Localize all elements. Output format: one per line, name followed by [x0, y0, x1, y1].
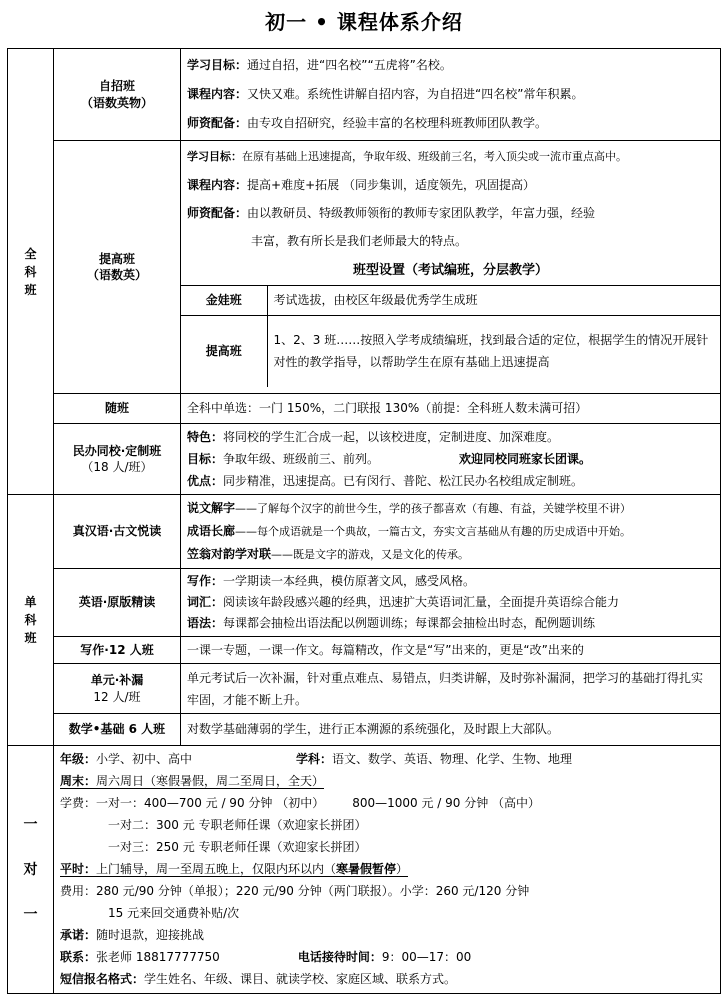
- cost-subsidy: 15 元来回交通费补贴/次: [108, 906, 240, 920]
- row-yidui: [8, 746, 721, 994]
- contact-label: 联系：: [60, 950, 97, 964]
- course-table: [7, 48, 721, 994]
- weekday-text: 上门辅导，周一至周五晚上，仅限内环以内（: [96, 862, 337, 876]
- class-desc-zizhao: [181, 49, 721, 141]
- group-char: 全: [24, 246, 37, 261]
- class-name-xiezuo: 写作·12 人班: [54, 637, 181, 664]
- class-name: 单元·补漏: [90, 673, 144, 688]
- teacher-label: 师资配备：: [187, 116, 248, 130]
- class-subjects: （语数英）: [86, 268, 147, 282]
- fee-1v1-high: 800—1000 元 / 90 分钟 （高中）: [352, 796, 541, 810]
- adv-label: 优点：: [187, 474, 224, 488]
- class-name: 自招班: [98, 79, 135, 94]
- contact-text: 张老师 18817777750: [96, 950, 220, 964]
- yingyu-l1-label: 写作：: [187, 574, 224, 588]
- class-size: 12 人/班: [93, 689, 141, 704]
- cost-text: 280 元/90 分钟（单报）；220 元/90 分钟（两门联报）。小学：260 元/120 分钟: [96, 884, 530, 898]
- grade-text: 小学、初中、高中: [96, 752, 193, 766]
- weekday-bold: 寒暑假暂停: [336, 862, 397, 876]
- goal-label: 学习目标：: [187, 58, 248, 72]
- weekday-end: ）: [396, 862, 409, 876]
- teacher-text-2: 丰富，教有所长是我们老师最大的特点。: [251, 234, 468, 248]
- promise-label: 承诺：: [60, 928, 97, 942]
- content-label: 课程内容：: [187, 178, 248, 192]
- goal-label: 学习目标：: [187, 150, 242, 163]
- class-name-shuxue: 数学•基础 6 人班: [54, 714, 181, 746]
- class-name: 提高班: [98, 251, 135, 266]
- subject-label: 学科：: [296, 752, 333, 766]
- class-subjects: （语数英物）: [80, 95, 153, 110]
- yingyu-l3-text: 每课都会抽检出语法配以例题训练；每课都会抽检出时态，配例题训练: [223, 616, 596, 630]
- hanyu-l2-label: 成语长廊: [187, 524, 236, 538]
- weekend-label: 周末：: [60, 774, 97, 788]
- class-name-yingyu: 英语·原版精读: [54, 569, 181, 637]
- jinwa-desc: 考试选拔，由校区年级最优秀学生成班: [267, 285, 720, 315]
- goal-text: 通过自招，进“四名校”“五虎将”名校。: [247, 58, 452, 72]
- class-desc-danyuan: 单元考试后一次补漏，针对重点难点、易错点，归类讲解，及时弥补漏洞，把学习的基础打得扎实牢固，才能不断上升。: [181, 664, 721, 714]
- class-setup-table: [181, 257, 720, 387]
- feature-text: 将同校的学生汇合成一起，以该校进度，定制进度、加深难度。: [223, 430, 560, 444]
- row-tigao: [8, 141, 721, 394]
- adv-text: 同步精准，迅速提高。已有闵行、普陀、松江民办名校组成定制班。: [223, 474, 584, 488]
- group-char: 班: [24, 631, 37, 645]
- teacher-label: 师资配备：: [187, 206, 248, 220]
- feature-label: 特色：: [187, 430, 224, 444]
- group-char: 一: [23, 906, 38, 923]
- fee-1v2: 一对二：300 元 专职老师任课（欢迎家长拼团）: [108, 818, 367, 832]
- fee-label: 学费：: [60, 796, 97, 810]
- row-minban: [8, 424, 721, 495]
- class-name-zizhao: [54, 49, 181, 141]
- class-name-tigao: [54, 141, 181, 394]
- page-title: 初一 • 课程体系介绍: [265, 10, 463, 34]
- fee-1v3: 一对三：250 元 专职老师任课（欢迎家长拼团）: [108, 840, 367, 854]
- class-desc-yingyu: [181, 569, 721, 637]
- goal-highlight: 欢迎同校同班家长团课。: [459, 452, 592, 466]
- class-desc-minban: [181, 424, 721, 495]
- sms-label: 短信报名格式：: [60, 972, 145, 986]
- weekday-label: 平时：: [60, 862, 97, 876]
- class-name-suiban: 随班: [54, 394, 181, 424]
- row-suiban: [8, 394, 721, 424]
- sms-text: 学生姓名、年级、课目、就读学校、家庭区域、联系方式。: [144, 972, 457, 986]
- content-label: 课程内容：: [187, 87, 248, 101]
- class-desc-tigao: [181, 141, 721, 394]
- group-char: 一: [23, 816, 38, 833]
- group-char: 班: [24, 282, 37, 297]
- content-text: 提高+难度+拓展 （同步集训，适度领先，巩固提高）: [247, 178, 535, 192]
- yidui-details: [54, 746, 721, 994]
- cost-label: 费用：: [60, 884, 97, 898]
- yingyu-l3-label: 语法：: [187, 616, 224, 630]
- teacher-text: 由专攻自招研究，经验丰富的名校理科班教师团队教学。: [247, 116, 548, 130]
- row-danyuan: [8, 664, 721, 714]
- row-zizhao: [8, 49, 721, 141]
- class-desc-xiezuo: 一课一专题，一课一作文。每篇精改，作文是“写”出来的，更是“改”出来的: [181, 637, 721, 664]
- tigao-sub-label: 提高班: [181, 315, 267, 387]
- phone-label: 电话接待时间：: [297, 950, 382, 964]
- hanyu-l3-text: ——既是文字的游戏，又是文化的传承。: [271, 548, 470, 561]
- fee-1v1: 一对一：400—700 元 / 90 分钟 （初中）: [96, 796, 325, 810]
- hanyu-l3-label: 笠翁对韵学对联: [187, 547, 272, 561]
- group-danke: [8, 495, 54, 746]
- promise-text: 随时退款，迎接挑战: [96, 928, 205, 942]
- jinwa-label: 金娃班: [181, 285, 267, 315]
- class-name-minban: [54, 424, 181, 495]
- row-hanyu: [8, 495, 721, 569]
- hanyu-l1-text: ——了解每个汉字的前世今生，学的孩子都喜欢（有趣、有益，关键学校里不讲）: [235, 502, 632, 515]
- yingyu-l2-text: 阅读该年龄段感兴趣的经典，迅速扩大英语词汇量，全面提升英语综合能力: [223, 595, 620, 609]
- hanyu-l1-label: 说文解字: [187, 501, 236, 515]
- class-desc-hanyu: [181, 495, 721, 569]
- row-shuxue: [8, 714, 721, 746]
- goal-text: 在原有基础上迅速提高，争取年级、班级前三名，考入顶尖或一流市重点高中。: [242, 150, 627, 163]
- group-char: 对: [23, 861, 38, 878]
- goal-label: 目标：: [187, 452, 224, 466]
- subject-text: 语文、数学、英语、物理、化学、生物、地理: [332, 752, 573, 766]
- group-char: 科: [24, 264, 37, 279]
- yingyu-l1-text: 一学期读一本经典，模仿原著文风，感受风格。: [223, 574, 476, 588]
- group-quanke: [8, 49, 54, 495]
- class-desc-shuxue: 对数学基础薄弱的学生，进行正本溯源的系统强化，及时跟上大部队。: [181, 714, 721, 746]
- class-name: 民办同校·定制班: [72, 443, 162, 458]
- yingyu-l2-label: 词汇：: [187, 595, 224, 609]
- class-size: （18 人/班）: [81, 460, 153, 474]
- group-char: 单: [24, 595, 37, 609]
- tigao-sub-desc: 1、2、3 班……按照入学考成绩编班，找到最合适的定位，根据学生的情况开展针对性的教学指导，以帮助学生在原有基础上迅速提高: [267, 315, 720, 387]
- setup-title: 班型设置（考试编班，分层教学）: [181, 257, 720, 285]
- teacher-text: 由以教研员、特级教师领衔的教师专家团队教学，年富力强，经验: [247, 206, 596, 220]
- phone-text: 9：00—17：00: [381, 950, 472, 964]
- row-xiezuo: [8, 637, 721, 664]
- grade-label: 年级：: [60, 752, 97, 766]
- class-name-danyuan: [54, 664, 181, 714]
- group-yidui: [8, 746, 54, 994]
- class-desc-suiban: 全科中单选：一门 150%，二门联报 130%（前提：全科班人数未满可招）: [181, 394, 721, 424]
- group-char: 科: [24, 613, 37, 627]
- weekend-text: 周六周日（寒假暑假，周二至周日，全天）: [96, 774, 325, 788]
- goal-text: 争取年级、班级前三、前列。: [223, 452, 380, 466]
- row-yingyu: [8, 569, 721, 637]
- class-name-hanyu: 真汉语·古文悦读: [54, 495, 181, 569]
- content-text: 又快又难。系统性讲解自招内容，为自招进“四名校”常年积累。: [247, 87, 584, 101]
- hanyu-l2-text: ——每个成语就是一个典故，一篇古文，夯实文言基础从有趣的历史成语中开始。: [235, 525, 632, 538]
